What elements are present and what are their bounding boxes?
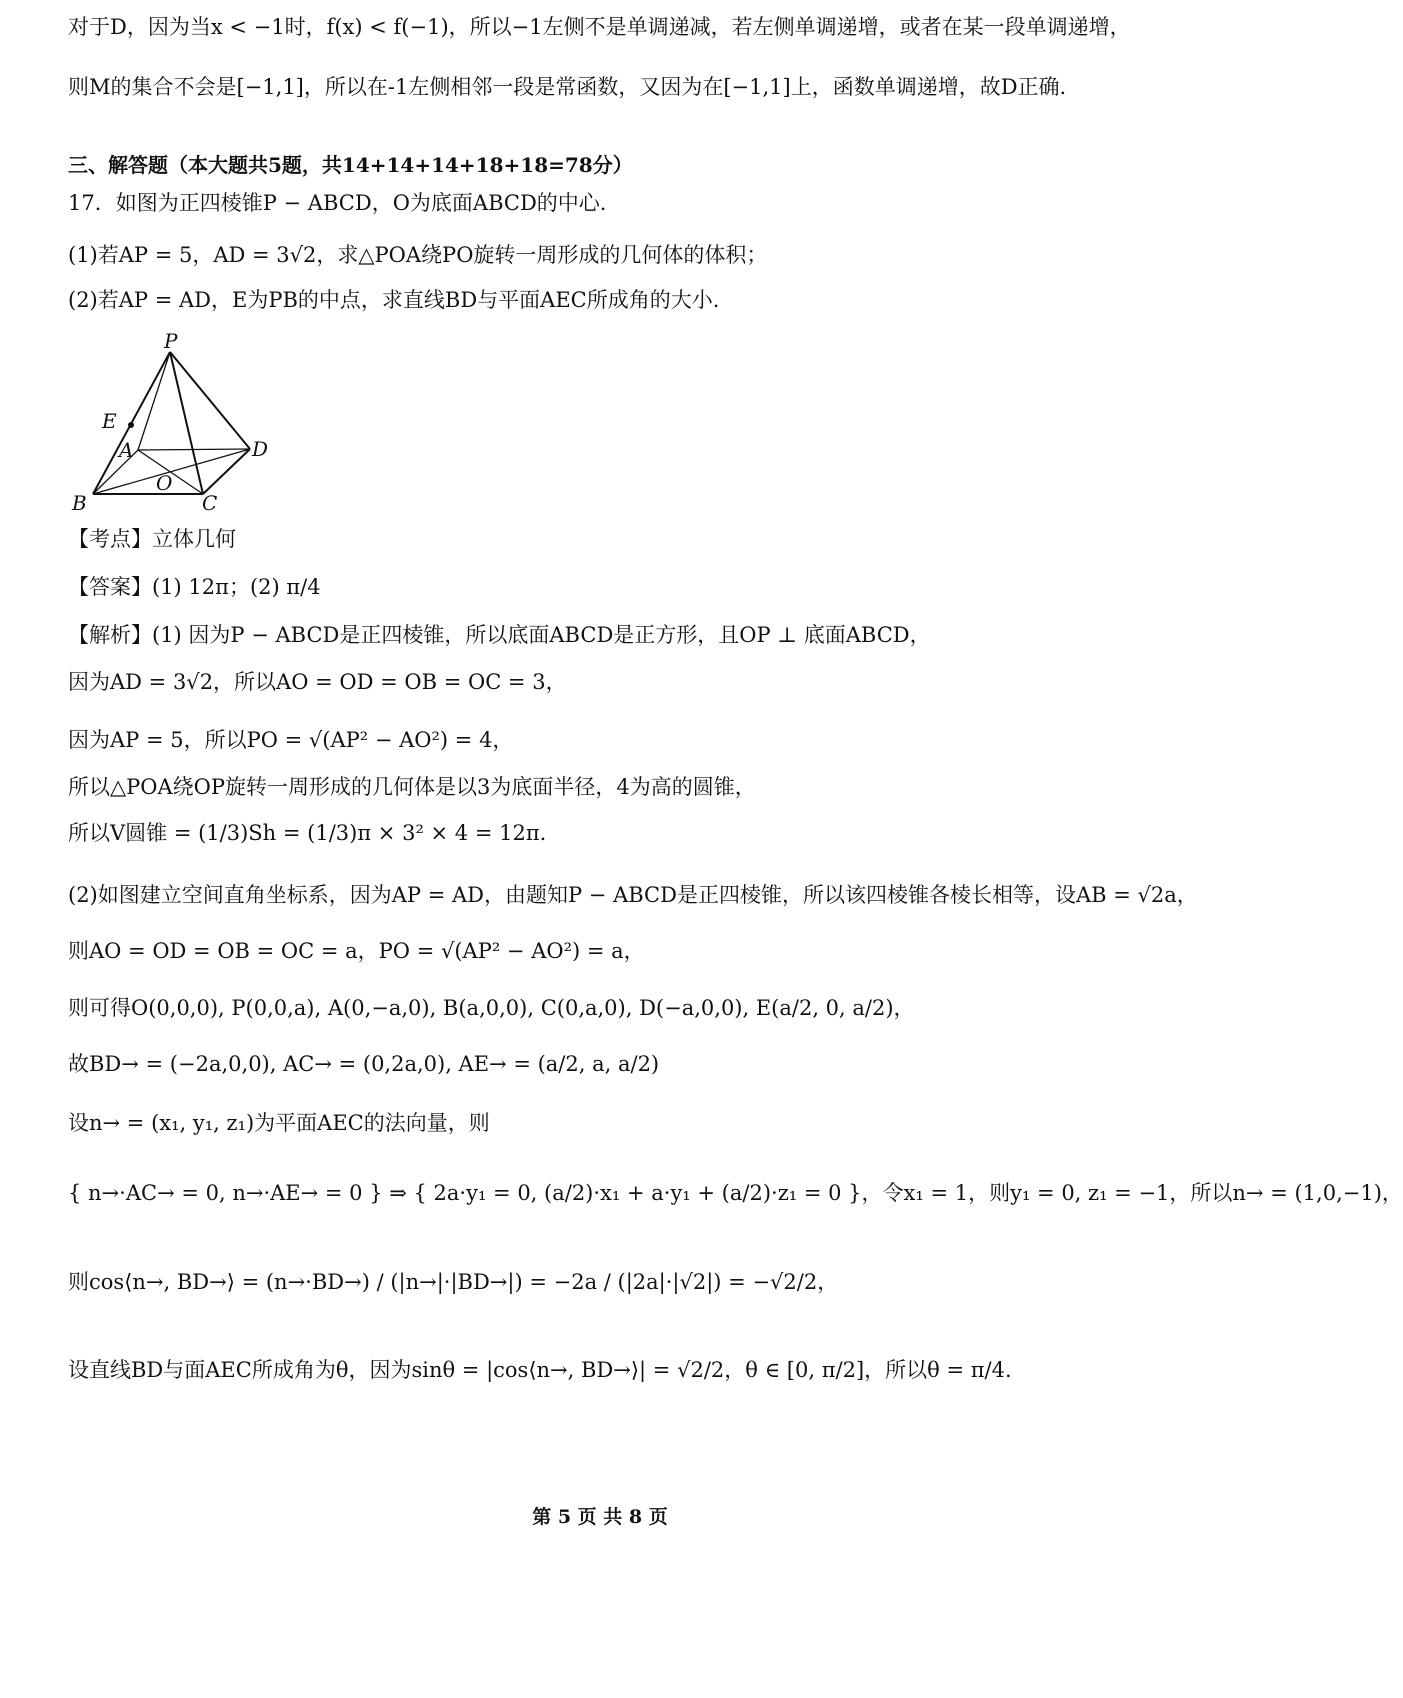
label-p: P	[164, 329, 178, 353]
solution-line: 【解析】(1) 因为P − ABCD是正四棱锥，所以底面ABCD是正方形，且OP ⊥ 底面ABCD，	[68, 623, 931, 647]
page-footer: 第 5 页 共 8 页	[532, 1506, 668, 1528]
solution-line: 则AO = OD = OB = OC = a，PO = √(AP² − AO²) = a，	[68, 939, 645, 963]
label-c: C	[202, 491, 218, 515]
question-part-1: (1)若AP = 5，AD = 3√2，求△POA绕PO旋转一周形成的几何体的体积；	[68, 243, 768, 267]
kaodian-line: 【考点】立体几何	[68, 527, 236, 551]
solution-line: 故BD→ = (−2a,0,0), AC→ = (0,2a,0), AE→ = (a/2, a, a/2)	[68, 1052, 660, 1076]
solution-line: 设直线BD与面AEC所成角为θ，因为sinθ = |cos⟨n→, BD→⟩| = √2/2，θ ∈ [0, π/2]，所以θ = π/4.	[68, 1358, 1012, 1382]
text-line: 对于D，因为当x < −1时，f(x) < f(−1)，所以−1左侧不是单调递减，若左侧单调递增，或者在某一段单调递增，	[68, 15, 1131, 39]
label-d: D	[252, 437, 269, 461]
section-heading: 三、解答题（本大题共5题，共14+14+14+18+18=78分）	[68, 153, 633, 177]
question-title: 17．如图为正四棱锥P − ABCD，O为底面ABCD的中心.	[68, 191, 607, 215]
solution-line: 因为AD = 3√2，所以AO = OD = OB = OC = 3，	[68, 670, 567, 694]
question-part-2: (2)若AP = AD，E为PB的中点，求直线BD与平面AEC所成角的大小.	[68, 288, 720, 312]
solution-line: { n→·AC→ = 0, n→·AE→ = 0 } ⇒ { 2a·y₁ = 0, (a/2)·x₁ + a·y₁ + (a/2)·z₁ = 0 }，令x₁ = 1，则y₁ = 0, z₁ = −1，所以n→ = (1,0,−1)，	[68, 1181, 1403, 1205]
solution-line: 则可得O(0,0,0), P(0,0,a), A(0,−a,0), B(a,0,0), C(0,a,0), D(−a,0,0), E(a/2, 0, a/2)，	[68, 996, 915, 1020]
solution-line: 因为AP = 5，所以PO = √(AP² − AO²) = 4，	[68, 728, 514, 752]
answer-line: 【答案】(1) 12π；(2) π/4	[68, 575, 321, 599]
solution-line: 所以△POA绕OP旋转一周形成的几何体是以3为底面半径，4为高的圆锥，	[68, 775, 756, 799]
solution-line: (2)如图建立空间直角坐标系，因为AP = AD，由题知P − ABCD是正四棱锥，所以该四棱锥各棱长相等，设AB = √2a，	[68, 883, 1198, 907]
label-b: B	[72, 491, 87, 515]
solution-line: 设n→ = (x₁, y₁, z₁)为平面AEC的法向量，则	[68, 1111, 490, 1135]
point-e	[128, 422, 134, 428]
pyramid-figure	[70, 329, 300, 552]
label-o: O	[156, 471, 173, 495]
solution-line: 所以V圆锥 = (1/3)Sh = (1/3)π × 3² × 4 = 12π.	[68, 821, 547, 845]
label-a: A	[119, 438, 134, 462]
label-e: E	[102, 409, 117, 433]
solution-line: 则cos⟨n→, BD→⟩ = (n→·BD→) / (|n→|·|BD→|) = −2a / (|2a|·|√2|) = −√2/2，	[68, 1270, 839, 1294]
text-line: 则M的集合不会是[−1,1]，所以在-1左侧相邻一段是常函数，又因为在[−1,1]上，函数单调递增，故D正确.	[68, 75, 1067, 99]
